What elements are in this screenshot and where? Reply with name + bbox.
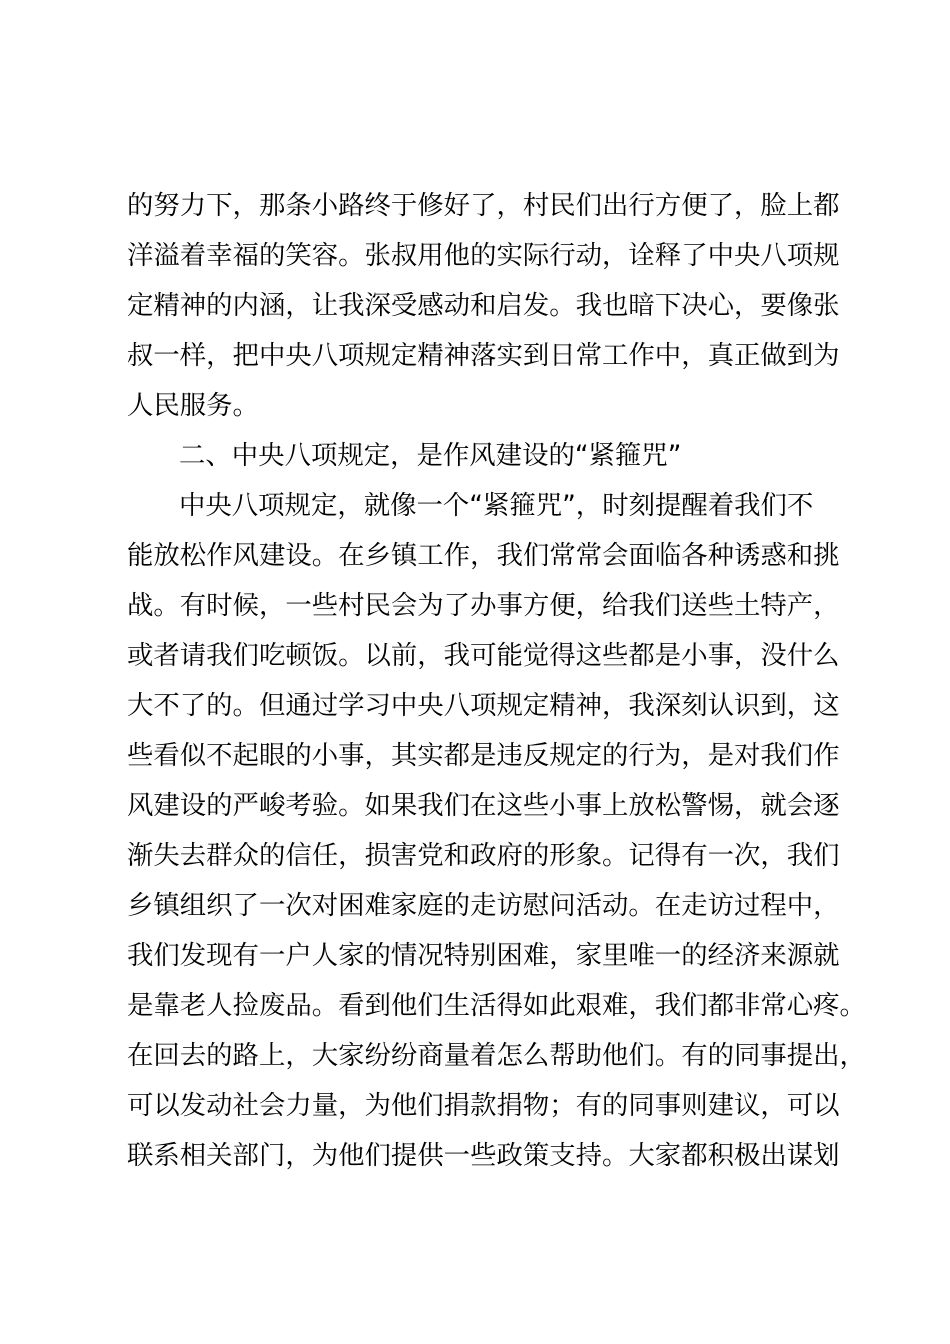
paragraph-line: 或者请我们吃顿饭。以前，我可能觉得这些都是小事，没什么 — [127, 640, 840, 671]
paragraph-line: 在回去的路上，大家纷纷商量着怎么帮助他们。有的同事提出， — [127, 1040, 866, 1071]
document-body — [127, 181, 866, 1181]
paragraph-line: 叔一样，把中央八项规定精神落实到日常工作中，真正做到为 — [127, 340, 840, 371]
paragraph-line: 些看似不起眼的小事，其实都是违反规定的行为，是对我们作 — [127, 740, 840, 771]
paragraph-line: 大不了的。但通过学习中央八项规定精神，我深刻认识到，这 — [127, 690, 840, 721]
paragraph-line: 风建设的严峻考验。如果我们在这些小事上放松警惕，就会逐 — [127, 790, 840, 821]
paragraph-line: 渐失去群众的信任，损害党和政府的形象。记得有一次，我们 — [127, 840, 840, 871]
paragraph-line: 定精神的内涵，让我深受感动和启发。我也暗下决心，要像张 — [127, 290, 840, 321]
paragraph-line: 可以发动社会力量，为他们捐款捐物；有的同事则建议，可以 — [127, 1090, 840, 1121]
paragraph-line: 洋溢着幸福的笑容。张叔用他的实际行动，诠释了中央八项规 — [127, 240, 840, 271]
paragraph-line: 人民服务。 — [127, 390, 259, 421]
paragraph-line: 我们发现有一户人家的情况特别困难，家里唯一的经济来源就 — [127, 940, 840, 971]
paragraph-line: 能放松作风建设。在乡镇工作，我们常常会面临各种诱惑和挑 — [127, 540, 840, 571]
paragraph-line: 联系相关部门，为他们提供一些政策支持。大家都积极出谋划 — [127, 1140, 840, 1171]
paragraph-line: 乡镇组织了一次对困难家庭的走访慰问活动。在走访过程中， — [127, 890, 840, 921]
paragraph-line: 的努力下，那条小路终于修好了，村民们出行方便了，脸上都 — [127, 190, 840, 221]
section-heading: 二、中央八项规定，是作风建设的“紧箍咒” — [179, 440, 682, 471]
paragraph-line: 中央八项规定，就像一个“紧箍咒”，时刻提醒着我们不 — [179, 490, 814, 521]
paragraph-line: 战。有时候，一些村民会为了办事方便，给我们送些土特产， — [127, 590, 840, 621]
paragraph-line: 是靠老人捡废品。看到他们生活得如此艰难，我们都非常心疼。 — [127, 990, 866, 1021]
